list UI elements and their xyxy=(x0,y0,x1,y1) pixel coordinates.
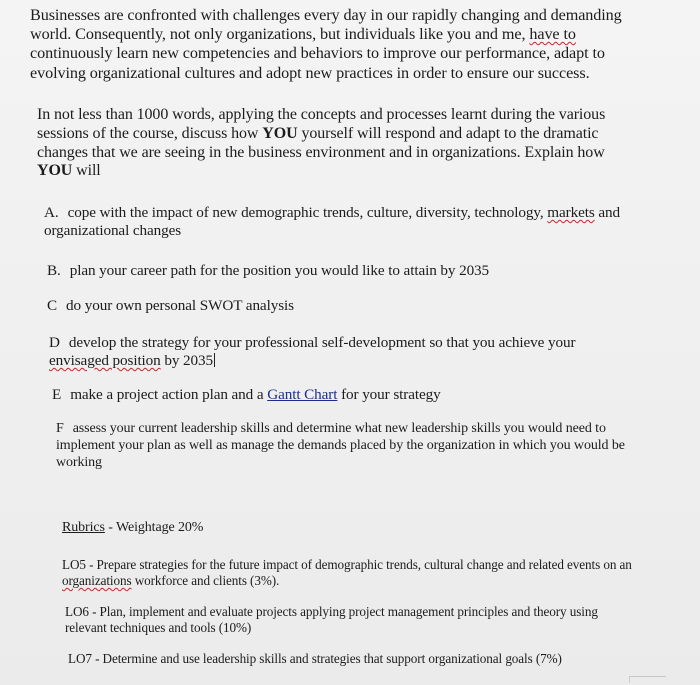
item-label: D xyxy=(49,334,60,351)
intro-text-part-1: Businesses are confronted with challenges every day in our rapidly changing and demanding world. Consequently, not only organizations, but individuals like you and me, xyxy=(30,6,622,44)
text-cursor xyxy=(214,353,215,367)
rubric-lo7-text: LO7 - Determine and use leadership skills and strategies that support organizational goals (7%) xyxy=(68,651,562,666)
list-item-a xyxy=(44,204,649,240)
rubric-lo6 xyxy=(65,604,625,636)
rubric-lo5 xyxy=(62,557,632,589)
item-text-tail: by 2035 xyxy=(160,352,214,369)
rubric-lo5-text: LO5 - Prepare strategies for the future impact of demographic trends, cultural change and related events on an xyxy=(62,557,632,572)
item-label: C xyxy=(47,297,58,314)
gantt-chart-link[interactable]: Gantt Chart xyxy=(267,386,338,403)
spelling-flag-envisaged-position: envisaged position xyxy=(49,352,161,369)
item-text: develop the strategy for your professional self-development so that you achieve your xyxy=(68,334,576,351)
rubrics-heading xyxy=(62,520,622,536)
item-text: cope with the impact of new demographic trends, culture, diversity, technology, xyxy=(67,204,548,221)
rubrics-separator: - xyxy=(104,520,116,535)
list-item-f xyxy=(56,420,646,471)
prompt-text-c: will xyxy=(72,162,101,180)
rubric-lo7 xyxy=(68,651,628,667)
item-label: F xyxy=(56,421,64,436)
intro-text-part-2: continuously learn new competencies and behaviors to improve our performance, adapt to evolving organizational cultures and adopt new practices in order to ensure our success. xyxy=(30,44,605,82)
emphasis-you-1: YOU xyxy=(262,124,298,142)
list-item-e xyxy=(52,386,652,404)
prompt-text-b: yourself will respond and adapt to the dramatic changes that we are seeing in the business environment and in organizations. Explain how xyxy=(37,124,605,161)
rubrics-weightage: Weightage 20% xyxy=(115,520,204,535)
item-label: B. xyxy=(47,262,61,279)
rubric-lo6-text: LO6 - Plan, implement and evaluate projects applying project management principles and theory using relevant techniques and tools (10%) xyxy=(65,604,598,635)
emphasis-you-2: YOU xyxy=(37,162,73,180)
page-edge-mark xyxy=(629,676,666,683)
item-text: make a project action plan and a xyxy=(70,386,268,403)
list-item-d[interactable] xyxy=(49,334,594,370)
item-text: plan your career path for the position you would like to attain by 2035 xyxy=(69,262,490,279)
item-label: A. xyxy=(44,204,59,221)
rubrics-label: Rubrics xyxy=(62,520,105,535)
list-item-b xyxy=(47,262,647,280)
item-text: do your own personal SWOT analysis xyxy=(66,297,294,314)
spelling-flag-organizations: organizations xyxy=(62,573,132,588)
item-text-tail: and organizational changes xyxy=(44,204,620,239)
prompt-paragraph xyxy=(37,106,637,181)
list-item-c xyxy=(47,297,647,315)
spelling-flag-have-to: have to xyxy=(529,25,576,44)
spelling-flag-markets: markets xyxy=(547,204,595,221)
item-label: E xyxy=(52,386,62,403)
item-text: assess your current leadership skills and determine what new leadership skills you would need to implement your plan as well as manage the demands placed by the organization in which you would be working xyxy=(56,421,625,470)
intro-paragraph xyxy=(30,6,650,83)
prompt-text-a: In not less than 1000 words, applying the concepts and processes learnt during the various sessions of the course, discuss how xyxy=(37,106,606,142)
item-text-tail: for your strategy xyxy=(337,386,441,403)
rubric-lo5-tail: workforce and clients (3%). xyxy=(131,573,280,588)
